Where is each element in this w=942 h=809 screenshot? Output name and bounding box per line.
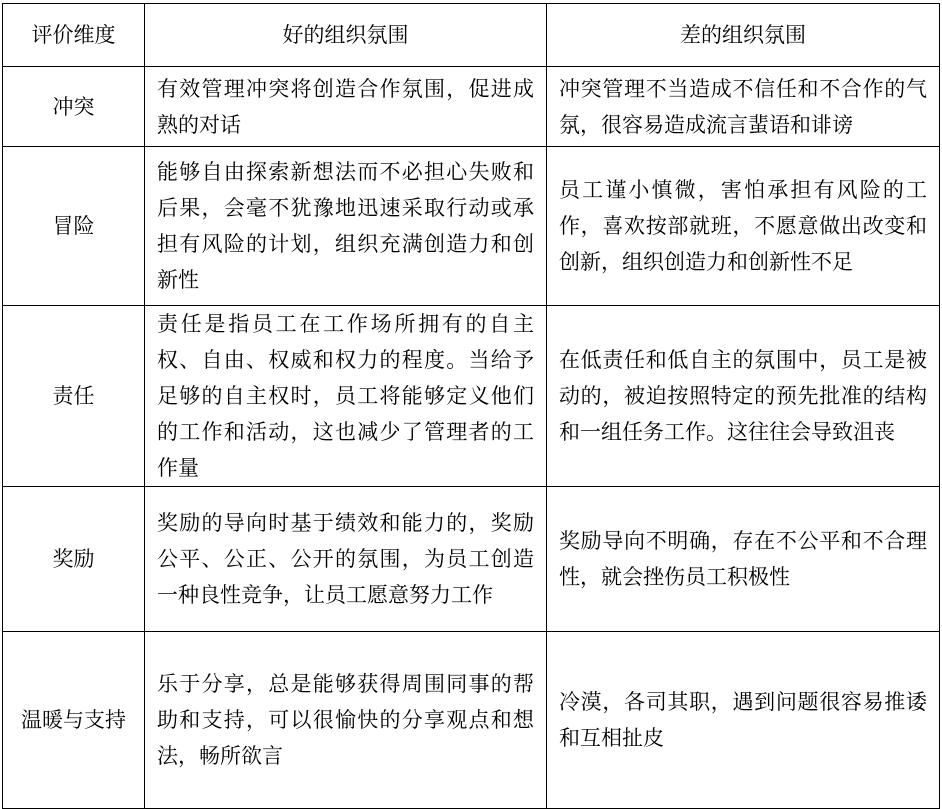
row-good-description: 有效管理冲突将创造合作氛围，促进成熟的对话 — [145, 67, 547, 147]
table-row — [3, 147, 940, 306]
table-row — [3, 306, 940, 487]
row-bad-description: 奖励导向不明确，存在不公平和不合理性，就会挫伤员工积极性 — [547, 487, 940, 632]
row-bad-description: 在低责任和低自主的氛围中，员工是被动的，被迫按照特定的预先批准的结构和一组任务工作。这往往会导致沮丧 — [547, 306, 940, 487]
organizational-climate-table — [2, 3, 940, 809]
row-dimension: 冒险 — [3, 147, 145, 306]
row-dimension: 温暖与支持 — [3, 632, 145, 809]
table-row — [3, 487, 940, 632]
row-bad-description: 冲突管理不当造成不信任和不合作的气氛，很容易造成流言蜚语和诽谤 — [547, 67, 940, 147]
header-bad-climate: 差的组织氛围 — [547, 4, 940, 67]
row-good-description: 奖励的导向时基于绩效和能力的，奖励公平、公正、公开的氛围，为员工创造一种良性竞争，让员工愿意努力工作 — [145, 487, 547, 632]
table-header-row — [3, 4, 940, 67]
table-row — [3, 632, 940, 809]
row-bad-description: 员工谨小慎微，害怕承担有风险的工作，喜欢按部就班，不愿意做出改变和创新，组织创造力和创新性不足 — [547, 147, 940, 306]
row-dimension: 责任 — [3, 306, 145, 487]
header-good-climate: 好的组织氛围 — [145, 4, 547, 67]
row-good-description: 能够自由探索新想法而不必担心失败和后果，会毫不犹豫地迅速采取行动或承担有风险的计划，组织充满创造力和创新性 — [145, 147, 547, 306]
header-dimension: 评价维度 — [3, 4, 145, 67]
table-row — [3, 67, 940, 147]
row-dimension: 冲突 — [3, 67, 145, 147]
row-dimension: 奖励 — [3, 487, 145, 632]
row-good-description: 乐于分享，总是能够获得周围同事的帮助和支持，可以很愉快的分享观点和想法，畅所欲言 — [145, 632, 547, 809]
row-bad-description: 冷漠，各司其职，遇到问题很容易推诿和互相扯皮 — [547, 632, 940, 809]
row-good-description: 责任是指员工在工作场所拥有的自主权、自由、权威和权力的程度。当给予足够的自主权时，员工将能够定义他们的工作和活动，这也减少了管理者的工作量 — [145, 306, 547, 487]
